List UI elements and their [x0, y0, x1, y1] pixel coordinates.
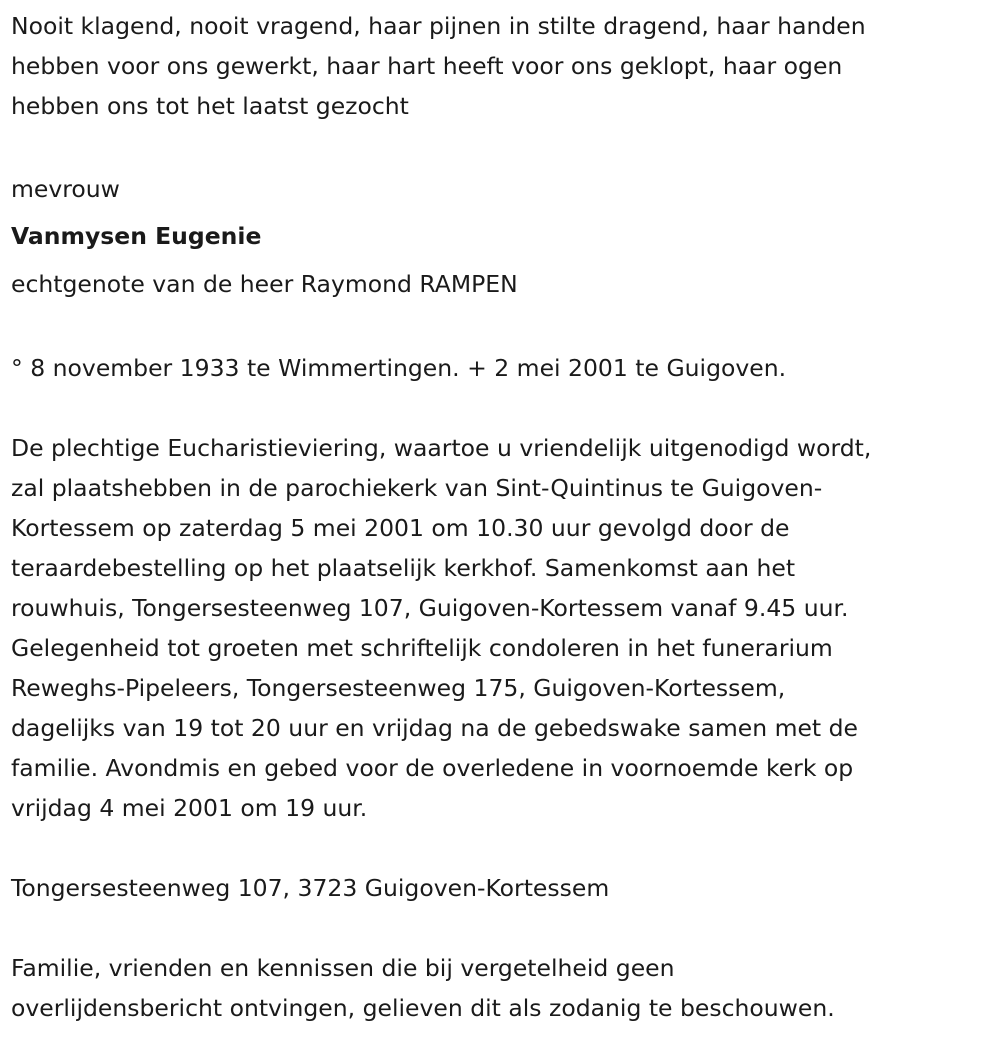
obituary-document — [11, 6, 991, 1028]
ceremony-line: Reweghs-Pipeleers, Tongersesteenweg 175, Guigoven-Kortessem, — [11, 674, 786, 702]
ceremony-line: Kortessem op zaterdag 5 mei 2001 om 10.30 uur gevolgd door de — [11, 514, 790, 542]
dates-paragraph — [11, 348, 991, 388]
closing-line: Familie, vrienden en kennissen die bij vergetelheid geen — [11, 954, 675, 982]
poem-line: Nooit klagend, nooit vragend, haar pijnen in stilte dragend, haar handen — [11, 12, 866, 40]
spacer — [11, 828, 991, 868]
ceremony-paragraph — [11, 428, 991, 828]
spacer — [11, 308, 991, 348]
deceased-name: Vanmysen Eugenie — [11, 222, 262, 250]
deceased-title: mevrouw — [11, 175, 120, 203]
spacer — [11, 126, 991, 166]
deceased-spouse: echtgenote van de heer Raymond RAMPEN — [11, 270, 518, 298]
ceremony-line: vrijdag 4 mei 2001 om 19 uur. — [11, 794, 368, 822]
ceremony-line: zal plaatshebben in de parochiekerk van Sint-Quintinus te Guigoven- — [11, 474, 823, 502]
closing-line: overlijdensbericht ontvingen, gelieven dit als zodanig te beschouwen. — [11, 994, 835, 1022]
ceremony-line: familie. Avondmis en gebed voor de overledene in voornoemde kerk op — [11, 754, 854, 782]
spacer — [11, 388, 991, 428]
ceremony-line: teraardebestelling op het plaatselijk kerkhof. Samenkomst aan het — [11, 554, 796, 582]
deceased-block — [11, 166, 991, 308]
poem-line: hebben ons tot het laatst gezocht — [11, 92, 409, 120]
address-paragraph — [11, 868, 991, 908]
ceremony-line: Gelegenheid tot groeten met schriftelijk condoleren in het funerarium — [11, 634, 833, 662]
poem-paragraph — [11, 6, 991, 126]
home-address: Tongersesteenweg 107, 3723 Guigoven-Kortessem — [11, 874, 610, 902]
spacer — [11, 908, 991, 948]
ceremony-line: De plechtige Eucharistieviering, waartoe u vriendelijk uitgenodigd wordt, — [11, 434, 872, 462]
ceremony-line: rouwhuis, Tongersesteenweg 107, Guigoven-Kortessem vanaf 9.45 uur. — [11, 594, 849, 622]
poem-line: hebben voor ons gewerkt, haar hart heeft voor ons geklopt, haar ogen — [11, 52, 843, 80]
ceremony-line: dagelijks van 19 tot 20 uur en vrijdag na de gebedswake samen met de — [11, 714, 858, 742]
birth-death-dates: ° 8 november 1933 te Wimmertingen. + 2 mei 2001 te Guigoven. — [11, 354, 787, 382]
closing-paragraph — [11, 948, 991, 1028]
